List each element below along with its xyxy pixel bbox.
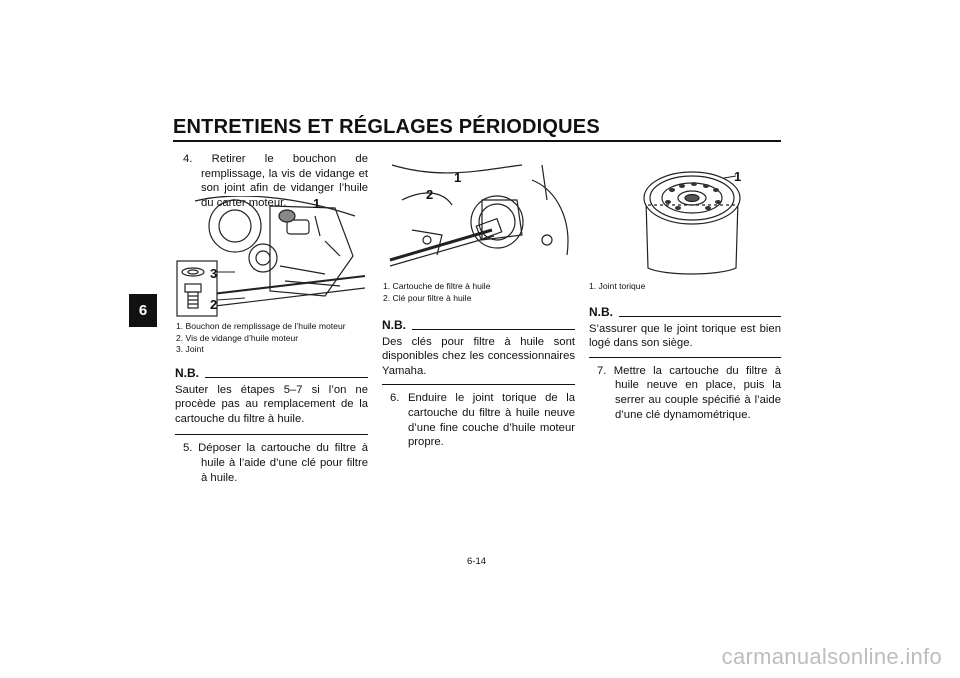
figure-oil-filter <box>634 160 754 278</box>
step-7: 7. Mettre la cartouche du filtre à huile neuve en place, puis la serrer au couple spécifié à l’aide d’une clé dynamométrique. <box>597 364 781 421</box>
page-title: ENTRETIENS ET RÉGLAGES PÉRIODIQUES <box>173 116 600 138</box>
note-end-rule <box>175 434 368 435</box>
filter-wrench-illustration <box>382 160 575 278</box>
note-heading <box>382 318 575 333</box>
step-5: 5. Déposer la cartouche du filtre à huile à l’aide d’une clé pour filtre à huile. <box>183 442 368 484</box>
caption-1: 1. Bouchon de remplissage de l’huile moteur <box>176 321 346 331</box>
note-block-left <box>175 366 368 485</box>
note-text: S’assurer que le joint torique est bien logé dans son siège. <box>589 322 781 350</box>
note-label: N.B. <box>175 366 199 380</box>
caption-1: 1. Cartouche de filtre à huile <box>383 281 491 291</box>
note-end-rule <box>589 357 781 358</box>
caption-2: 2. Clé pour filtre à huile <box>383 292 472 303</box>
callout-1: 1 <box>454 170 462 185</box>
figure-captions-middle <box>383 281 578 304</box>
figure-captions-right <box>589 281 784 293</box>
note-heading <box>175 366 368 381</box>
note-block-right <box>589 305 781 422</box>
note-label: N.B. <box>589 305 613 319</box>
note-end-rule <box>382 384 575 385</box>
step-6: 6. Enduire le joint torique de la cartouche du filtre à huile neuve d’une fine couche d’huile moteur propre. <box>390 392 575 449</box>
page-number: 6-14 <box>467 556 487 567</box>
step-4: 4. Retirer le bouchon de remplissage, la vis de vidange et son joint afin de vidanger l’huile du carter moteur. <box>183 153 368 209</box>
caption-2: 2. Vis de vidange d’huile moteur <box>176 332 299 343</box>
callout-1: 1 <box>734 169 742 184</box>
callout-2: 2 <box>210 297 218 312</box>
figure-captions-left <box>176 321 371 356</box>
callout-1: 1 <box>313 196 321 211</box>
callout-2: 2 <box>426 187 434 202</box>
caption-3: 3. Joint <box>176 344 204 354</box>
title-rule <box>173 140 781 142</box>
note-block-middle <box>382 318 575 450</box>
chapter-tab: 6 <box>129 294 157 327</box>
note-heading <box>589 305 781 320</box>
engine-drain-illustration <box>175 196 368 318</box>
callout-3: 3 <box>210 266 218 281</box>
caption-1: 1. Joint torique <box>589 281 646 291</box>
figure-engine-drain <box>175 196 368 318</box>
figure-filter-wrench <box>382 160 575 278</box>
note-text: Sauter les étapes 5–7 si l’on ne procède pas au remplacement de la cartouche du filtre à huile. <box>175 383 368 425</box>
watermark: carmanualsonline.info <box>721 644 942 669</box>
note-text: Des clés pour filtre à huile sont disponibles chez les concessionnaires Yamaha. <box>382 335 575 377</box>
note-label: N.B. <box>382 318 406 332</box>
